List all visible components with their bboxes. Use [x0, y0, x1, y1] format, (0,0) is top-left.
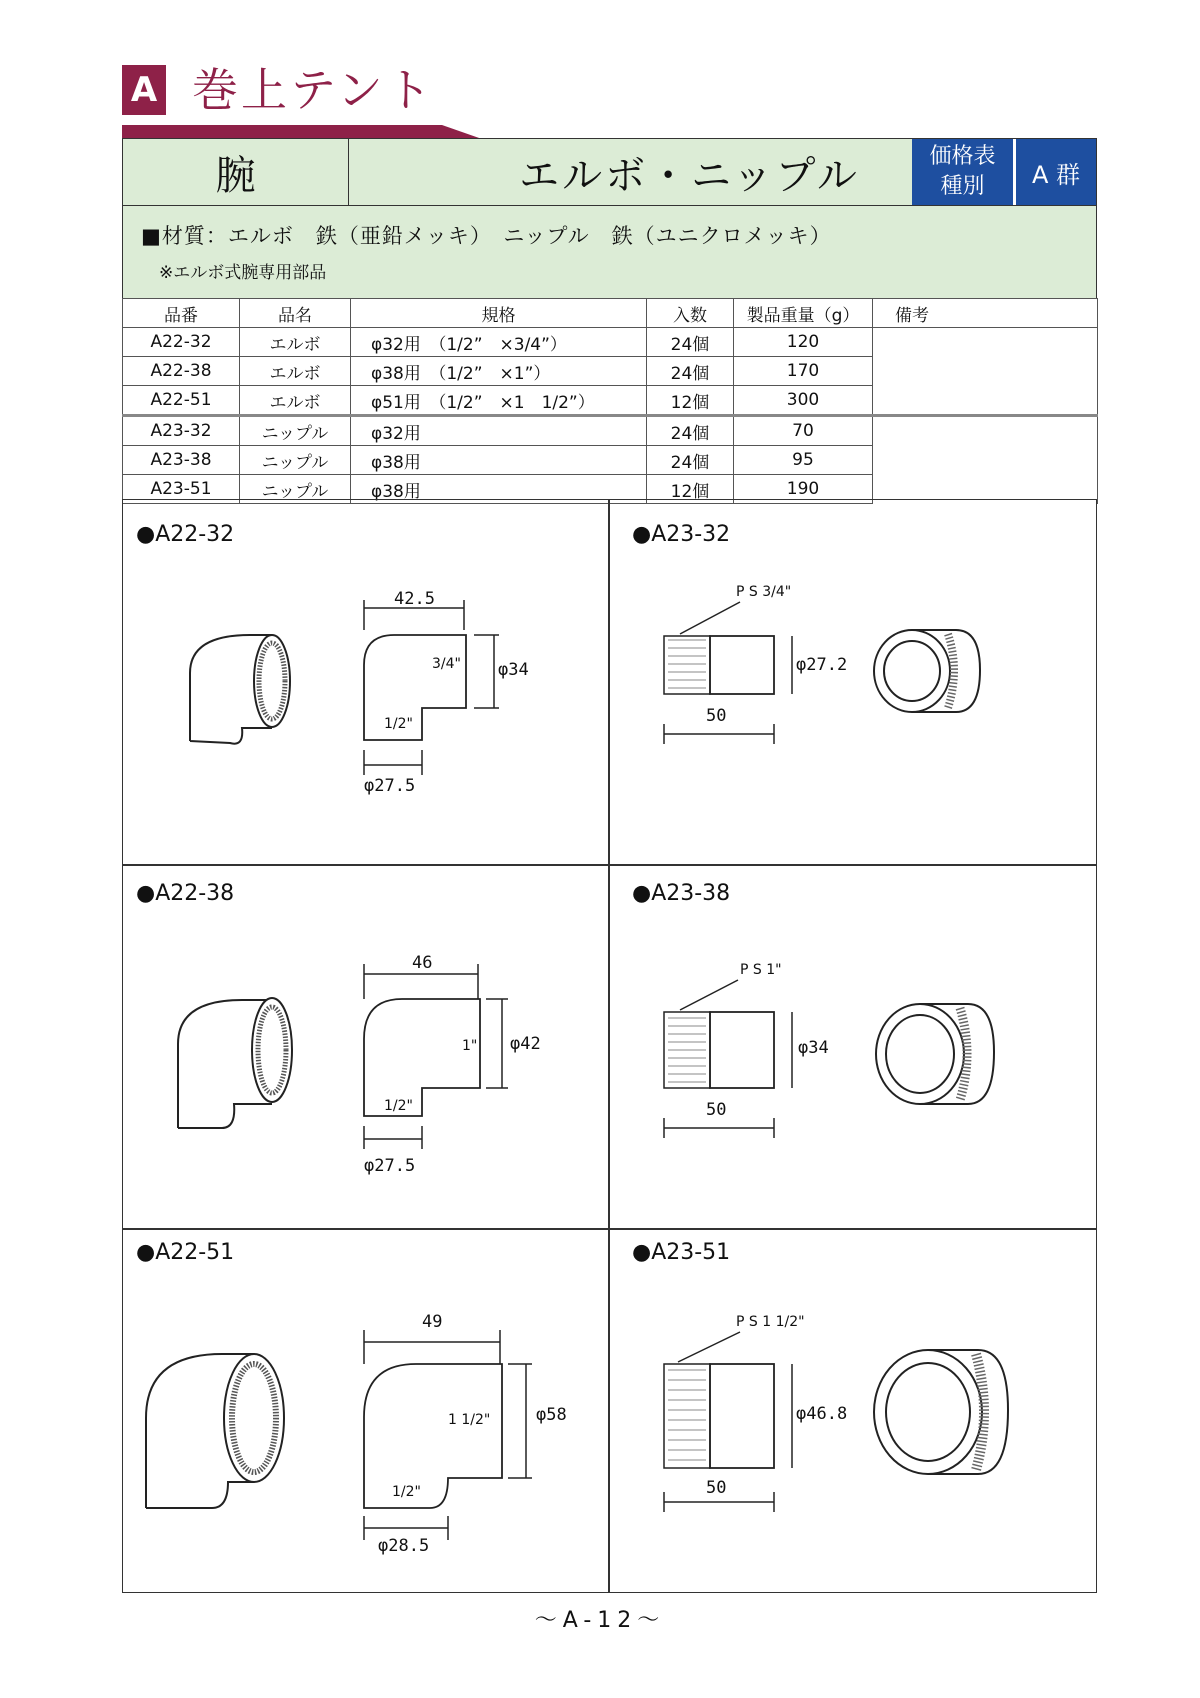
dim-thread-out: 1 1/2" — [448, 1412, 491, 1428]
dim-width: 46 — [412, 953, 433, 973]
dim-thread-in: 1/2" — [392, 1484, 421, 1500]
price-table-label — [912, 139, 1016, 205]
part-name: エルボ — [240, 357, 351, 386]
nipple-a23-38-drawing — [660, 974, 800, 1144]
part-no: A23-32 — [123, 416, 240, 446]
section-title: 巻上テント — [192, 63, 435, 117]
drawing-title-a22-38: ●A22-38 — [136, 881, 235, 906]
grid-divider-row1 — [122, 864, 1097, 866]
elbow-a22-51-drawing — [354, 1312, 544, 1552]
part-remarks — [873, 328, 1098, 416]
nipple-a23-32-drawing — [660, 594, 800, 754]
elbow-3d-icon — [142, 1348, 294, 1514]
header-spec: 規格 — [351, 299, 647, 328]
part-no: A23-51 — [123, 475, 240, 504]
dim-height: φ42 — [510, 1034, 541, 1054]
elbow-3d-icon — [172, 994, 302, 1132]
drawing-title-a23-38: ●A23-38 — [632, 881, 731, 906]
part-name: エルボ — [240, 328, 351, 357]
title-band — [122, 138, 1097, 206]
dim-thread-in: 1/2" — [384, 1098, 413, 1114]
dim-dia-in: φ27.5 — [364, 1156, 416, 1176]
dim-dia-in: φ27.5 — [364, 776, 416, 796]
dim-thread: P S 1" — [740, 962, 782, 978]
part-remarks — [873, 416, 1098, 504]
part-qty: 24個 — [647, 446, 734, 475]
part-weight: 120 — [734, 328, 873, 357]
spec-table — [122, 298, 1098, 504]
page-number: ～A-12～ — [534, 1608, 666, 1633]
header-part-no: 品番 — [123, 299, 240, 328]
part-name: エルボ — [240, 386, 351, 416]
dim-height: φ58 — [536, 1405, 567, 1425]
part-qty: 24個 — [647, 416, 734, 446]
part-no: A22-38 — [123, 357, 240, 386]
dim-length: 50 — [706, 706, 727, 726]
part-weight: 95 — [734, 446, 873, 475]
grid-divider-row2 — [122, 1228, 1097, 1230]
dim-dia: φ27.2 — [796, 655, 848, 675]
dim-height: φ34 — [498, 660, 529, 680]
part-spec: φ38用 （1/2” ×1”） — [351, 357, 647, 386]
table-header-row — [123, 299, 1098, 328]
part-no: A22-51 — [123, 386, 240, 416]
grid-divider-vertical — [608, 499, 610, 1593]
dim-thread: P S 1 1/2" — [736, 1314, 805, 1330]
part-no: A23-38 — [123, 446, 240, 475]
part-spec: φ38用 — [351, 446, 647, 475]
material-box — [122, 206, 1097, 298]
dim-thread-out: 1" — [462, 1038, 478, 1054]
price-table-line2: 種別 — [940, 174, 985, 199]
table-row — [123, 416, 1098, 446]
part-name: ニップル — [240, 475, 351, 504]
part-spec: φ32用 — [351, 416, 647, 446]
dim-thread-out: 3/4" — [432, 656, 461, 672]
dim-thread: P S 3/4" — [736, 584, 792, 600]
drawing-title-a23-32: ●A23-32 — [632, 522, 731, 547]
part-weight: 190 — [734, 475, 873, 504]
dim-length: 50 — [706, 1100, 727, 1120]
part-qty: 12個 — [647, 475, 734, 504]
part-spec: φ51用 （1/2” ×1 1/2”） — [351, 386, 647, 416]
elbow-3d-icon — [180, 625, 300, 747]
part-name: ニップル — [240, 446, 351, 475]
table-row — [123, 328, 1098, 357]
dim-length: 50 — [706, 1478, 727, 1498]
dim-width: 42.5 — [394, 589, 435, 609]
elbow-a22-38-drawing — [354, 954, 534, 1154]
section-badge: A — [122, 65, 166, 115]
elbow-a22-32-drawing — [354, 590, 534, 790]
part-weight: 70 — [734, 416, 873, 446]
part-name: ニップル — [240, 416, 351, 446]
dim-width: 49 — [422, 1312, 443, 1332]
header-qty: 入数 — [647, 299, 734, 328]
product-name: エルボ・ニップル — [519, 152, 860, 199]
part-qty: 24個 — [647, 328, 734, 357]
header-remarks: 備考 — [873, 299, 1098, 328]
material-line: ■材質：エルボ 鉄（亜鉛メッキ） ニップル 鉄（ユニクロメッキ） — [141, 224, 832, 248]
dim-dia: φ46.8 — [796, 1404, 848, 1424]
drawing-title-a23-51: ●A23-51 — [632, 1240, 731, 1265]
part-spec: φ38用 — [351, 475, 647, 504]
part-qty: 24個 — [647, 357, 734, 386]
drawing-title-a22-32: ●A22-32 — [136, 522, 235, 547]
dim-dia: φ34 — [798, 1038, 829, 1058]
part-no: A22-32 — [123, 328, 240, 357]
drawing-title-a22-51: ●A22-51 — [136, 1240, 235, 1265]
group-label: A 群 — [1016, 139, 1096, 205]
nipple-3d-icon — [870, 996, 1000, 1112]
header-weight: 製品重量（g） — [734, 299, 873, 328]
material-note: ※エルボ式腕専用部品 — [159, 263, 327, 283]
part-qty: 12個 — [647, 386, 734, 416]
nipple-3d-icon — [868, 1344, 1014, 1480]
title-underline — [122, 125, 482, 139]
category-label: 腕 — [123, 139, 349, 205]
part-spec: φ32用 （1/2” ×3/4”） — [351, 328, 647, 357]
nipple-a23-51-drawing — [660, 1328, 810, 1528]
header-name: 品名 — [240, 299, 351, 328]
price-table-line1: 価格表 — [929, 144, 996, 169]
part-weight: 170 — [734, 357, 873, 386]
dim-thread-in: 1/2" — [384, 716, 413, 732]
nipple-3d-icon — [868, 620, 988, 722]
part-weight: 300 — [734, 386, 873, 416]
dim-dia-in: φ28.5 — [378, 1536, 430, 1556]
